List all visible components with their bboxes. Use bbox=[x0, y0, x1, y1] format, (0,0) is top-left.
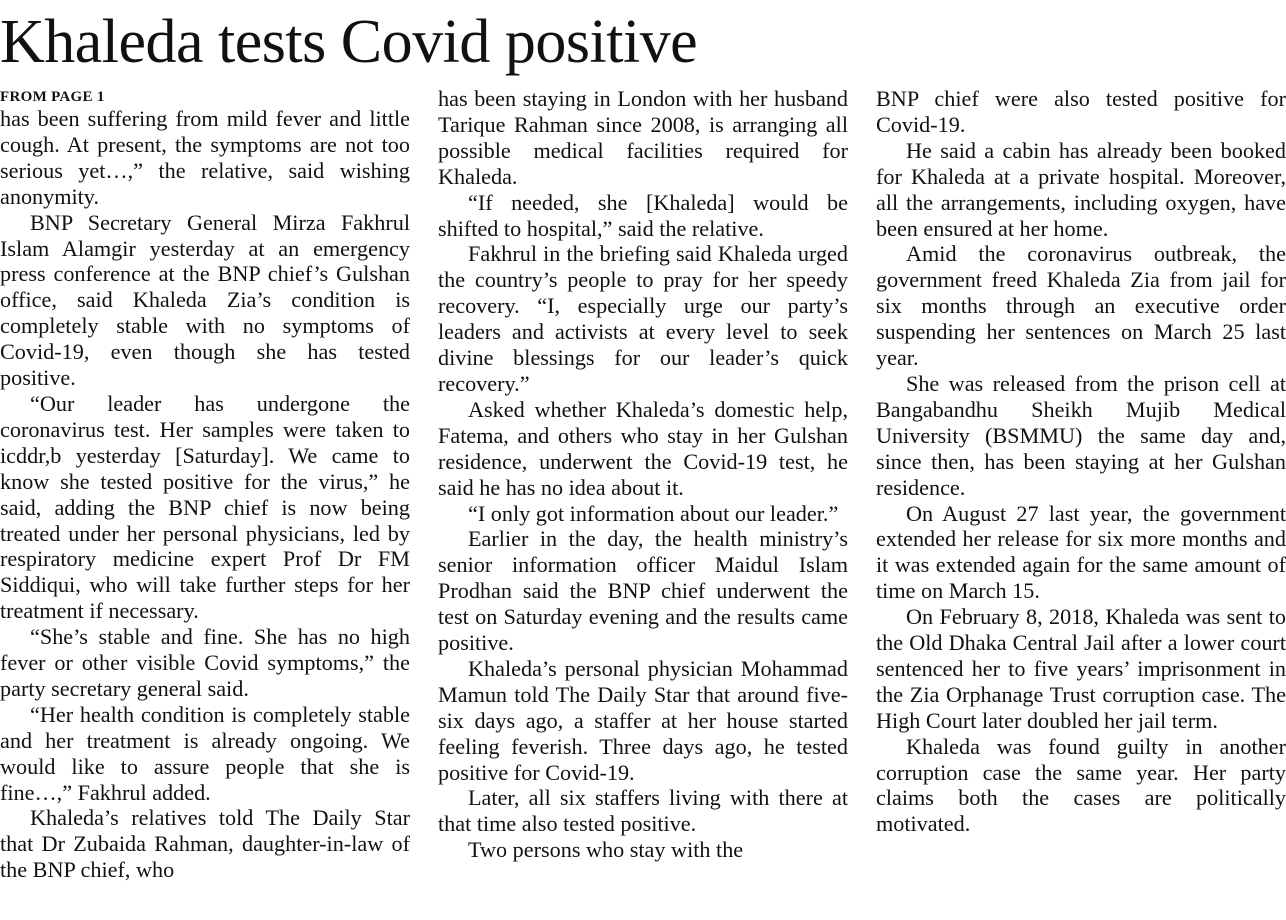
paragraph: has been staying in London with her husband Tarique Rahman since 2008, is arranging all possible medical facilities required for Khaleda. bbox=[438, 86, 848, 189]
article-column-2 bbox=[438, 86, 848, 920]
paragraph: On August 27 last year, the government extended her release for six more months and it was extended again for the same amount of time on March 15. bbox=[876, 500, 1286, 604]
paragraph: BNP chief were also tested positive for Covid-19. bbox=[876, 86, 1286, 137]
paragraph: Asked whether Khaleda’s domestic help, Fatema, and others who stay in her Gulshan residence, underwent the Covid-19 test, he said he has no idea about it. bbox=[438, 396, 848, 500]
paragraph: She was released from the prison cell at Bangabandhu Sheikh Mujib Medical University (BSMMU) the same day and, since then, has been staying at her Gulshan residence. bbox=[876, 370, 1286, 500]
paragraph: On February 8, 2018, Khaleda was sent to the Old Dhaka Central Jail after a lower court sentenced her to five years’ imprisonment in the Zia Orphanage Trust corruption case. The High Court later doubled her jail term. bbox=[876, 604, 1286, 733]
paragraph: Khaleda was found guilty in another corruption case the same year. Her party claims both the cases are politically motivated. bbox=[876, 733, 1286, 837]
paragraph: “She’s stable and fine. She has no high fever or other visible Covid symptoms,” the party secretary general said. bbox=[0, 624, 410, 701]
paragraph: Khaleda’s relatives told The Daily Star that Dr Zubaida Rahman, daughter-in-law of the BNP chief, who bbox=[0, 805, 410, 883]
paragraph: “I only got information about our leader.” bbox=[468, 500, 839, 526]
paragraph: has been suffering from mild fever and little cough. At present, the symptoms are not too serious yet…,” the relative, said wishing anonymity. bbox=[0, 106, 410, 209]
paragraph: Amid the coronavirus outbreak, the government freed Khaleda Zia from jail for six months through an executive order suspending her sentences on March 25 last year. bbox=[876, 241, 1286, 371]
article-column-3 bbox=[876, 86, 1286, 920]
paragraph: BNP Secretary General Mirza Fakhrul Islam Alamgir yesterday at an emergency press conference at the BNP chief’s Gulshan office, said Khaleda Zia’s condition is completely stable with no symptoms of Covid-19, even though she has tested positive. bbox=[0, 209, 410, 391]
paragraph: Later, all six staffers living with there at that time also tested positive. bbox=[438, 785, 848, 837]
paragraph: He said a cabin has already been booked for Khaleda at a private hospital. Moreover, all the arrangements, including oxygen, have been ensured at her home. bbox=[876, 137, 1286, 241]
paragraph: “If needed, she [Khaleda] would be shifted to hospital,” said the relative. bbox=[438, 189, 848, 241]
paragraph: Khaleda’s personal physician Mohammad Mamun told The Daily Star that around five-six days ago, a staffer at her house started feeling feverish. Three days ago, he tested positive for Covid-19. bbox=[438, 655, 848, 785]
article-column-1 bbox=[0, 86, 410, 920]
paragraph: Two persons who stay with the bbox=[468, 837, 744, 863]
paragraph: “Our leader has undergone the coronavirus test. Her samples were taken to icddr,b yesterday [Saturday]. We came to know she tested positive for the virus,” he said, adding the BNP chief is now being treated under her personal physicians, led by respiratory medicine expert Prof Dr FM Siddiqui, who will take further steps for her treatment if necessary. bbox=[0, 390, 410, 624]
paragraph: Earlier in the day, the health ministry’s senior information officer Maidul Islam Prodhan said the BNP chief underwent the test on Saturday evening and the results came positive. bbox=[438, 526, 848, 656]
headline: Khaleda tests Covid positive bbox=[0, 8, 698, 76]
paragraph: Fakhrul in the briefing said Khaleda urged the country’s people to pray for her speedy recovery. “I, especially urge our party’s leaders and activists at every level to seek divine blessings for our leader’s quick recovery.” bbox=[438, 241, 848, 396]
continued-from-label: FROM PAGE 1 bbox=[0, 89, 105, 105]
paragraph: “Her health condition is completely stable and her treatment is already ongoing. We would like to assure people that she is fine…,” Fakhrul added. bbox=[0, 701, 410, 805]
